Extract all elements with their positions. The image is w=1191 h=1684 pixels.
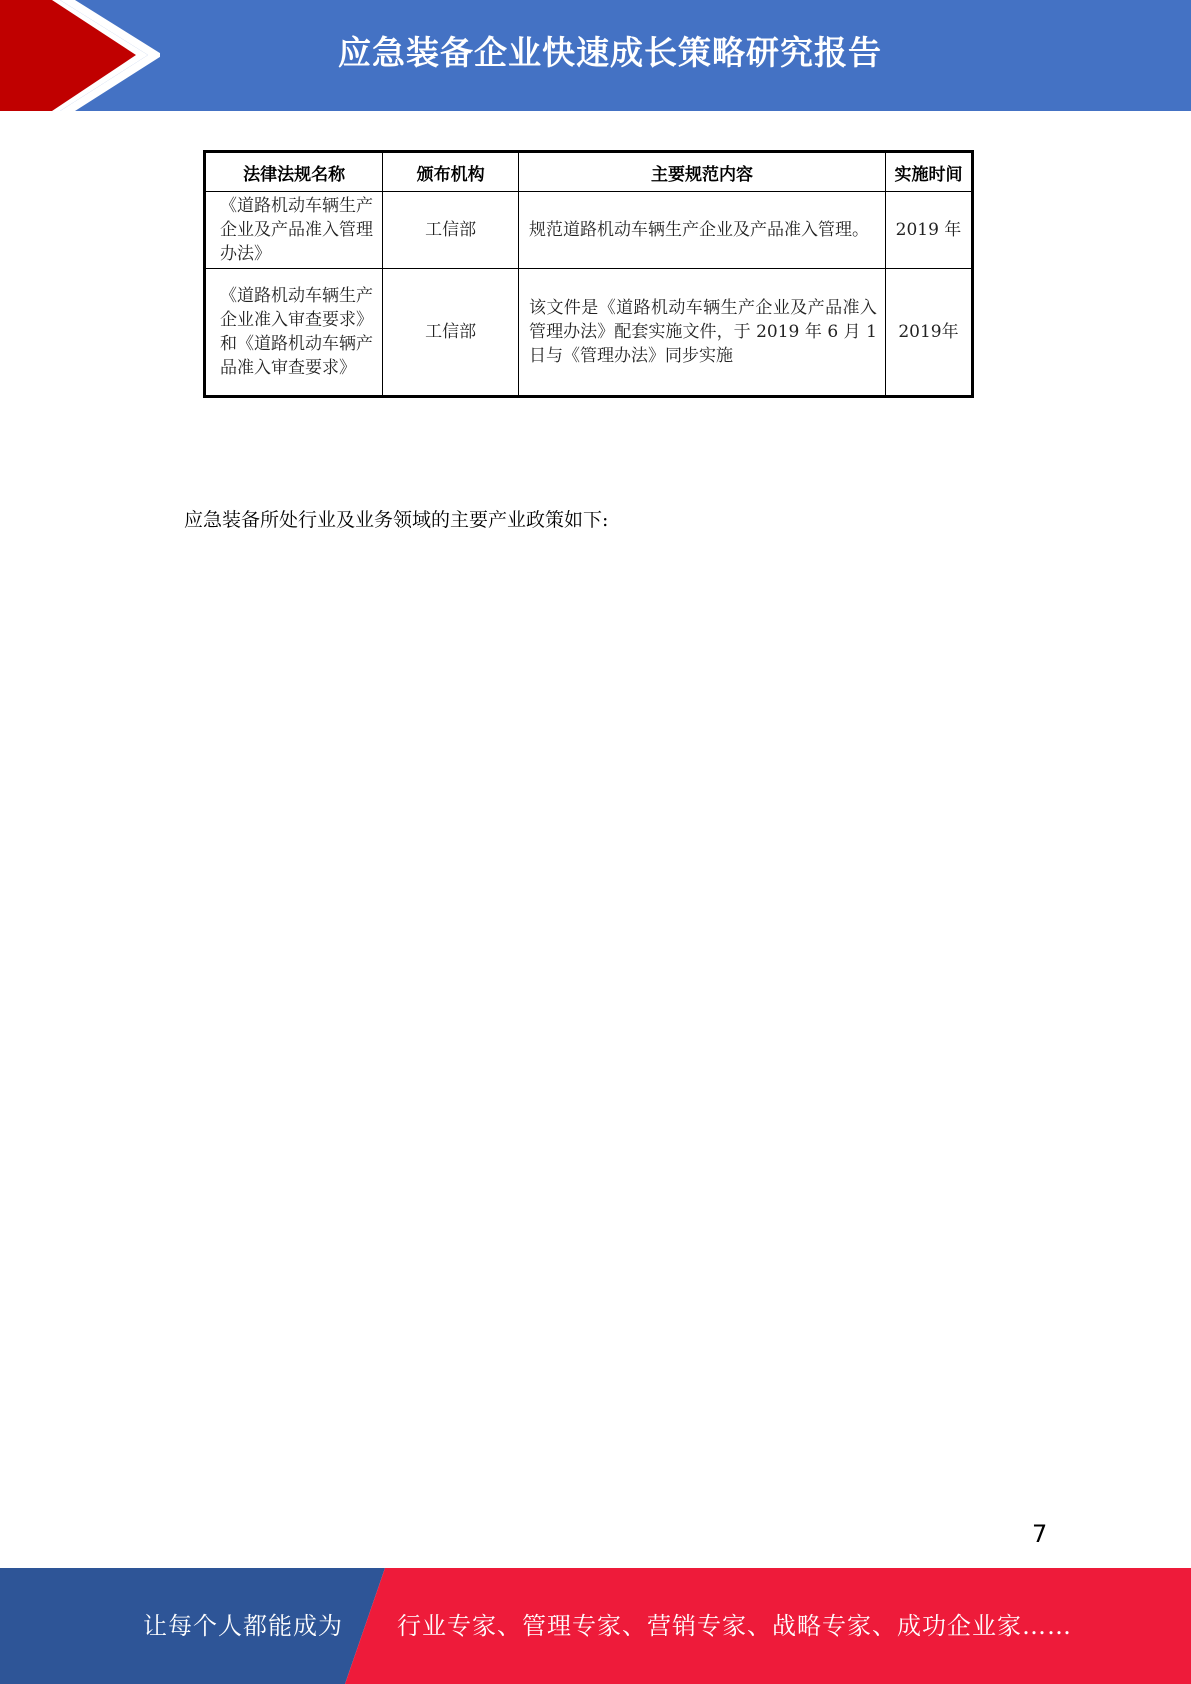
column-header-name: 法律法规名称 xyxy=(205,152,383,192)
regulation-content: 该文件是《道路机动车辆生产企业及产品准入管理办法》配套实施文件，于 2019 年 6 月 1 日与《管理办法》同步实施 xyxy=(519,269,886,397)
regulation-agency: 工信部 xyxy=(383,192,519,269)
regulation-agency: 工信部 xyxy=(383,269,519,397)
table-row xyxy=(205,192,973,269)
intro-paragraph: 应急装备所处行业及业务领域的主要产业政策如下: xyxy=(184,509,609,531)
regulation-name: 《道路机动车辆生产企业准入审查要求》和《道路机动车辆产品准入审查要求》 xyxy=(205,269,383,397)
column-header-date: 实施时间 xyxy=(885,152,972,192)
regulation-date: 2019年 xyxy=(885,269,972,397)
footer-banner xyxy=(0,1568,1191,1684)
header-banner xyxy=(0,0,1191,111)
column-header-content: 主要规范内容 xyxy=(519,152,886,192)
report-title: 应急装备企业快速成长策略研究报告 xyxy=(338,33,882,72)
chevron-decoration-icon xyxy=(0,0,160,111)
footer-slogan-right: 行业专家、管理专家、营销专家、战略专家、成功企业家…… xyxy=(397,1612,1072,1640)
page-number: 7 xyxy=(1032,1520,1048,1548)
regulation-name: 《道路机动车辆生产企业及产品准入管理办法》 xyxy=(205,192,383,269)
footer-slogan-left: 让每个人都能成为 xyxy=(143,1612,343,1640)
table-row xyxy=(205,269,973,397)
table-header-row xyxy=(205,152,973,192)
regulations-table xyxy=(203,150,974,398)
column-header-agency: 颁布机构 xyxy=(383,152,519,192)
regulation-content: 规范道路机动车辆生产企业及产品准入管理。 xyxy=(519,192,886,269)
regulation-date: 2019 年 xyxy=(885,192,972,269)
